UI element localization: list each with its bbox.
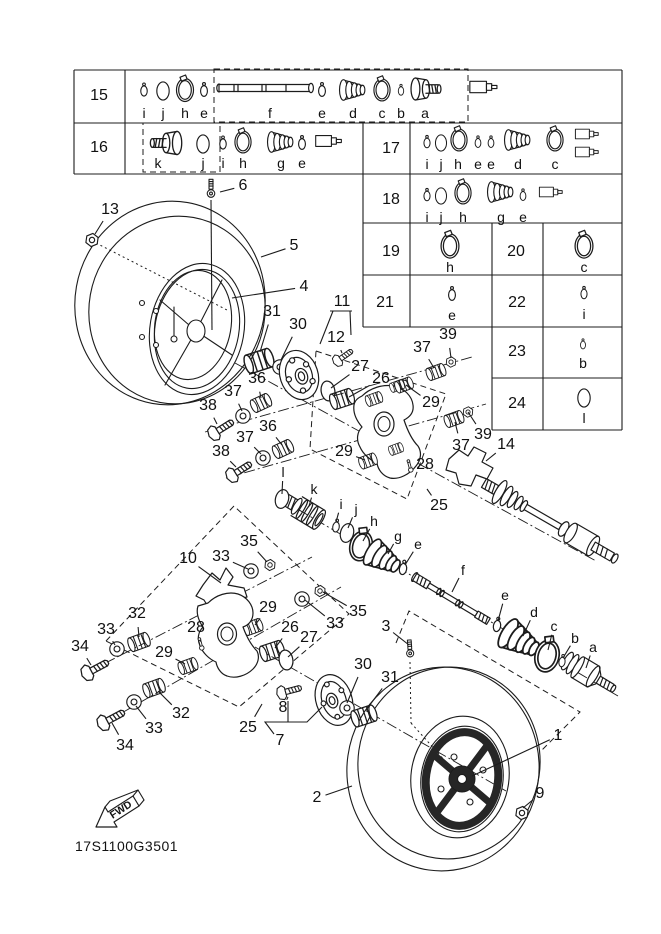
leader-callout-letter-l [282,481,283,494]
table-ref-19: 19 [382,243,400,260]
tire-outer [334,655,553,884]
cv-boot-icon [488,182,513,203]
grease-tube-icon [470,81,497,92]
callout-38-a: 38 [199,397,217,414]
washer-icon [295,592,309,606]
dashed-box-axle-parts [396,611,580,751]
t18-letter-i: i [425,209,429,225]
leader-callout-27-a [331,375,350,388]
callout-28-b: 28 [187,619,205,636]
callout-27-a: 27 [351,358,369,375]
wheel-hub-center [187,320,205,342]
callout-letter-j: j [354,501,358,517]
washer-icon [127,695,141,709]
t15-letter-d: d [349,105,357,121]
t22-letter-i: i [582,306,586,322]
t15-letter-a: a [421,105,429,121]
callout-letter-d: d [530,604,538,620]
grease-tube-icon [316,136,342,147]
callout-letter-i: i [339,496,343,512]
callout-39-a: 39 [439,326,457,343]
callout-12: 12 [327,329,345,346]
leader-callout-38-a [214,418,217,424]
t16-letter-i: i [221,155,225,171]
callout-13: 13 [101,201,119,218]
circlip-icon [520,189,526,201]
callout-30-b: 30 [354,656,372,673]
callout-8: 8 [278,699,288,716]
leader-callout-letter-e-1 [405,552,413,565]
table-ref-15: 15 [90,87,108,104]
tire-tread-edge [74,202,280,418]
boot-clamp-icon [531,633,564,675]
t20-letter-c: c [580,259,588,275]
cv-boot-icon [340,80,365,101]
leader-callout-6 [220,188,234,192]
front-wheel-assembly [59,186,282,420]
grease-tube-icon [539,187,562,197]
leader-callout-letter-f [452,578,459,592]
nut-icon [315,585,326,597]
circlip-icon [580,339,585,349]
pivot-bushing-icon [271,438,296,459]
leader-callout-12 [341,350,342,353]
leader-callout-28-b [200,640,201,642]
t15-letter-i: i [142,105,146,121]
oring-icon [435,188,446,204]
callout-letter-a: a [589,639,597,655]
callout-37-a: 37 [224,383,242,400]
circlip-icon [141,83,147,96]
leader-callout-34-a [87,658,91,665]
t21-letter-e: e [448,307,456,323]
table-ref-16: 16 [90,139,108,156]
callout-36-b: 36 [259,418,277,435]
drive-shaft-assembly [478,472,624,571]
callout-letter-b: b [571,630,579,646]
callout-6: 6 [238,177,248,194]
t16-letter-k: k [154,155,162,171]
callout-37-d: 37 [452,437,470,454]
callout-26-b: 26 [281,619,299,636]
circlip-icon [299,136,306,150]
valve-stem-icon [406,640,414,657]
leader-callout-13 [95,221,103,234]
circlip-icon [581,286,587,298]
bushing-icon [443,410,466,429]
t15-letter-b: b [397,105,405,121]
oring-icon [197,135,209,153]
leader-callout-3 [393,633,409,646]
wheel-bearing-icon [242,347,276,374]
oring-icon [578,389,590,407]
callout-34-a: 34 [71,638,89,655]
callout-33-a: 33 [212,548,230,565]
callout-32-a: 32 [128,605,146,622]
callout-31-b: 31 [381,669,399,686]
leader-callout-25-b [255,704,262,717]
table-ref-23: 23 [508,343,526,360]
table-ref-21: 21 [376,294,394,311]
table-ref-18: 18 [382,191,400,208]
flange-bolt-icon [205,415,237,443]
callout-29-a: 29 [422,394,440,411]
t23-letter-b: b [579,355,587,371]
leader-callout-14 [486,453,496,461]
lug-nut-icon [85,233,98,248]
table-ref-24: 24 [508,395,526,412]
leader-callout-32-b [158,691,172,705]
circlip-icon [475,136,481,148]
circlip-icon [488,136,494,148]
rear-wheel-assembly [334,655,553,884]
circlip-icon [424,135,430,147]
callout-30-a: 30 [289,316,307,333]
callout-3: 3 [381,618,391,635]
leader-callout-letter-a [586,656,590,669]
callout-33-c: 33 [326,615,344,632]
lower-hub-and-knuckle [78,559,379,733]
leader-callout-36-a [260,392,261,398]
table-ref-20: 20 [507,243,525,260]
leader-callout-35-b [323,592,347,606]
t19-letter-h: h [446,259,454,275]
callout-32-b: 32 [172,705,190,722]
leader-callout-33-c [305,600,325,616]
boot-clamp-icon [235,128,251,153]
callout-29-b: 29 [335,443,353,460]
boot-clamp-icon [441,230,459,258]
table-ref-17: 17 [382,140,400,157]
bushing-icon [425,363,448,382]
t17-letter-e1: e [474,156,482,172]
callout-33-d: 33 [145,720,163,737]
callout-39-b: 39 [474,426,492,443]
leader-callout-32-a [138,627,139,637]
callout-5: 5 [289,237,299,254]
leader-callout-8 [287,697,288,700]
callout-1: 1 [553,727,563,744]
t15-letter-c: c [378,105,386,121]
table-ref-22: 22 [508,294,526,311]
t16-letter-g: g [277,155,285,171]
boot-clamp-icon [177,75,194,101]
t24-letter-l: l [582,410,586,426]
t16-letter-e: e [298,155,306,171]
t15-letter-e2: e [318,105,326,121]
grease-tube-icon [575,129,598,139]
circlip-icon [492,617,502,633]
t15-letter-f: f [268,105,272,121]
leader-callout-38-b [230,461,236,467]
drawing-code: 17S1100G3501 [75,838,179,854]
callout-4: 4 [299,278,309,295]
table-part-glyphs [141,75,598,407]
hub-bolt-icon [330,345,356,368]
cv-joint-icon [150,131,181,154]
boot-clamp-icon [374,76,390,101]
callout-letter-k: k [310,481,318,497]
t17-letter-e2: e [487,156,495,172]
boot-clamp-icon [455,179,471,204]
callout-37-c: 37 [413,339,431,356]
t18-letter-j: j [439,209,443,225]
cv-joint-icon [411,78,441,100]
t16-letter-h: h [239,155,247,171]
axle-shaft-icon [217,83,314,92]
callout-29-c: 29 [259,599,277,616]
t15-letter-j: j [161,105,165,121]
circlip-icon [201,83,208,97]
callout-26-a: 26 [372,370,390,387]
callout-28-a: 28 [416,456,434,473]
circlip-icon [319,83,326,97]
upper-hub-and-knuckle [205,345,493,486]
callout-letter-e-1: e [414,536,422,552]
callout-25-b: 25 [239,719,257,736]
t17-letter-j: j [439,156,443,172]
washer-icon [244,564,258,578]
circlip-icon [449,287,456,301]
callout-11: 11 [333,293,351,310]
callout-33-b: 33 [97,621,115,638]
callout-38-b: 38 [212,443,230,460]
washer-icon [236,409,250,423]
callout-10: 10 [179,550,197,567]
circlip-icon [424,188,430,200]
callout-9: 9 [535,785,545,802]
callout-letter-g: g [394,528,402,544]
callout-letter-l: l [281,464,285,480]
bushing-icon [177,657,200,676]
callout-29-d: 29 [155,644,173,661]
callout-letter-e-2: e [501,587,509,603]
flange-bolt-icon [94,705,128,734]
cv-boot-icon [505,130,530,151]
callout-27-b: 27 [300,629,318,646]
callout-letter-h: h [370,513,378,529]
t15-letter-h: h [181,105,189,121]
grease-tube-icon [575,147,598,157]
t17-letter-d: d [514,156,522,172]
leader-callout-25-a [427,489,432,495]
leader-callout-39-a [450,348,451,358]
cv-boot-icon [268,132,293,153]
callout-31-a: 31 [263,303,281,320]
leader-callout-2 [326,786,353,795]
valve-stem-icon [207,179,215,197]
t18-letter-h: h [459,209,467,225]
oring-icon [157,82,169,100]
flange-bolt-icon [78,655,112,684]
axle-shaft [410,572,491,626]
t17-letter-i: i [425,156,429,172]
boot-clamp-icon [575,230,593,258]
boot-clamp-icon [547,126,563,151]
leader-callout-33-d [136,706,146,719]
callout-2: 2 [312,789,322,806]
fwd-arrow-icon [96,790,144,827]
callout-34-b: 34 [116,737,134,754]
hub-bolt-icon [275,681,303,701]
fwd-arrow-label: FWD [107,798,135,822]
upper-hub-flange [273,345,325,404]
callout-35-a: 35 [240,533,258,550]
circlip-icon [220,136,226,149]
callout-37-b: 37 [236,429,254,446]
t15-letter-e1: e [200,105,208,121]
t18-letter-e: e [519,209,527,225]
nut-icon [446,356,456,367]
callout-36-a: 36 [248,370,266,387]
callout-letter-f: f [461,562,465,578]
oring-icon [435,135,446,151]
leader-callout-35-a [258,552,267,562]
leader-callout-5 [261,249,286,257]
t17-letter-c: c [551,156,559,172]
t16-letter-j: j [201,155,205,171]
boot-clamp-icon [451,126,467,151]
leader-callout-34-b [112,723,119,735]
callout-35-b: 35 [349,603,367,620]
callout-25-a: 25 [430,497,448,514]
washer-icon [256,451,270,465]
callout-letter-c: c [550,618,558,634]
t17-letter-h: h [454,156,462,172]
callout-14: 14 [497,436,515,453]
circlip-icon [398,84,403,95]
bushing-icon [357,452,378,470]
washer-icon [110,642,124,656]
t18-letter-g: g [497,209,505,225]
tire-outer [59,186,282,420]
tire-tread-edge [346,655,553,870]
callout-7: 7 [275,732,285,749]
